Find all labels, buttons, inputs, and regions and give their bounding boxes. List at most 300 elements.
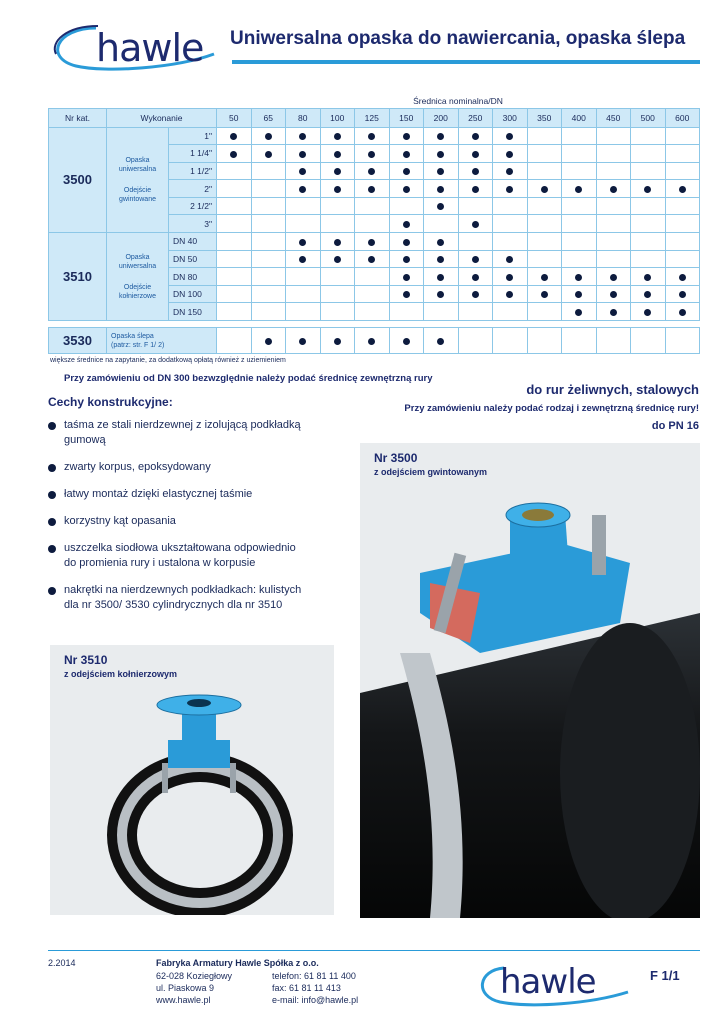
availability-cell (389, 328, 424, 354)
availability-cell (286, 162, 321, 180)
availability-cell (631, 145, 666, 163)
availability-cell (355, 162, 390, 180)
availability-cell (320, 145, 355, 163)
available-dot-icon (299, 133, 306, 140)
dn-column-header: 125 (355, 108, 390, 127)
availability-cell (493, 215, 528, 233)
outlet-size: 2" (169, 180, 217, 198)
availability-cell (631, 328, 666, 354)
availability-cell (217, 250, 252, 268)
availability-cell (320, 215, 355, 233)
available-dot-icon (368, 338, 375, 345)
availability-cell (217, 180, 252, 198)
outlet-size: DN 80 (169, 268, 217, 286)
footer-rule (48, 950, 700, 951)
availability-cell (458, 233, 493, 251)
outlet-size: DN 150 (169, 303, 217, 321)
availability-cell (355, 127, 390, 145)
available-dot-icon (610, 291, 617, 298)
available-dot-icon (575, 186, 582, 193)
available-dot-icon (541, 291, 548, 298)
dn-column-header: 500 (631, 108, 666, 127)
available-dot-icon (403, 338, 410, 345)
availability-cell (251, 197, 286, 215)
availability-cell (286, 268, 321, 286)
availability-cell (251, 328, 286, 354)
available-dot-icon (575, 274, 582, 281)
availability-cell (389, 180, 424, 198)
available-dot-icon (334, 239, 341, 246)
dn300-note: Przy zamówieniu od DN 300 bezwzględnie należy podać średnicę zewnętrzną rury (64, 373, 433, 384)
availability-cell (596, 285, 631, 303)
availability-cell (286, 127, 321, 145)
panel-subtitle: z odejściem gwintowanym (374, 467, 488, 477)
footer-date: 2.2014 (48, 958, 76, 968)
available-dot-icon (230, 151, 237, 158)
availability-cell (320, 250, 355, 268)
dn-column-header: 50 (217, 108, 252, 127)
footer-address (156, 970, 232, 1006)
availability-cell (286, 328, 321, 354)
variant-header: Wykonanie (107, 108, 217, 127)
available-dot-icon (472, 151, 479, 158)
product-panel-3500 (360, 443, 700, 918)
availability-cell (424, 233, 459, 251)
logo-text: hawle (500, 962, 596, 1002)
available-dot-icon (334, 256, 341, 263)
available-dot-icon (437, 151, 444, 158)
availability-cell (562, 197, 597, 215)
address-line: 62-028 Koziegłowy (156, 971, 233, 981)
available-dot-icon (403, 151, 410, 158)
availability-cell (355, 197, 390, 215)
availability-cell (320, 197, 355, 215)
feature-item: uszczelka siodłowa ukształtowana odpowiednio do promienia rury i ustalona w korpusie (48, 541, 308, 571)
variant-label: Opaska ślepa (111, 332, 154, 340)
availability-cell (665, 285, 700, 303)
availability-cell (665, 303, 700, 321)
availability-cell (320, 285, 355, 303)
availability-cell (596, 162, 631, 180)
availability-cell (493, 162, 528, 180)
available-dot-icon (437, 239, 444, 246)
available-dot-icon (644, 291, 651, 298)
available-dot-icon (644, 274, 651, 281)
availability-cell (355, 145, 390, 163)
available-dot-icon (368, 239, 375, 246)
website-link[interactable]: www.hawle.pl (156, 995, 211, 1005)
availability-cell (424, 145, 459, 163)
pressure-rating: do PN 16 (651, 420, 699, 432)
availability-cell (562, 145, 597, 163)
available-dot-icon (368, 133, 375, 140)
available-dot-icon (472, 274, 479, 281)
available-dot-icon (265, 151, 272, 158)
availability-cell (596, 328, 631, 354)
available-dot-icon (437, 274, 444, 281)
availability-cell (458, 303, 493, 321)
available-dot-icon (334, 133, 341, 140)
availability-cell (527, 328, 562, 354)
availability-cell (562, 285, 597, 303)
available-dot-icon (265, 133, 272, 140)
available-dot-icon (575, 291, 582, 298)
availability-cell (389, 233, 424, 251)
availability-cell (286, 215, 321, 233)
available-dot-icon (506, 168, 513, 175)
availability-cell (665, 250, 700, 268)
availability-cell (527, 127, 562, 145)
availability-cell (665, 328, 700, 354)
available-dot-icon (403, 168, 410, 175)
availability-cell (527, 215, 562, 233)
availability-cell (355, 233, 390, 251)
availability-cell (286, 233, 321, 251)
available-dot-icon (403, 186, 410, 193)
available-dot-icon (610, 274, 617, 281)
availability-cell (596, 215, 631, 233)
availability-cell (527, 285, 562, 303)
availability-cell (424, 250, 459, 268)
availability-cell (596, 180, 631, 198)
available-dot-icon (334, 186, 341, 193)
availability-cell (527, 303, 562, 321)
available-dot-icon (368, 186, 375, 193)
availability-cell (562, 162, 597, 180)
availability-cell (355, 250, 390, 268)
availability-cell (286, 180, 321, 198)
available-dot-icon (472, 133, 479, 140)
product-panel-3510 (50, 645, 334, 915)
available-dot-icon (437, 203, 444, 210)
available-dot-icon (472, 186, 479, 193)
availability-cell (596, 268, 631, 286)
availability-cell (527, 233, 562, 251)
available-dot-icon (299, 256, 306, 263)
availability-cell (665, 145, 700, 163)
availability-cell (389, 303, 424, 321)
variant-label: Odejście kołnierzowe (119, 283, 156, 300)
dn-column-header: 450 (596, 108, 631, 127)
spec-table (48, 94, 700, 321)
available-dot-icon (472, 168, 479, 175)
available-dot-icon (403, 239, 410, 246)
available-dot-icon (437, 291, 444, 298)
availability-cell (493, 285, 528, 303)
availability-cell (458, 145, 493, 163)
footer-contact (272, 970, 358, 1006)
availability-cell (458, 197, 493, 215)
availability-cell (320, 180, 355, 198)
available-dot-icon (610, 309, 617, 316)
availability-cell (424, 180, 459, 198)
variant-label: Opaska uniwersalna (118, 156, 157, 173)
availability-cell (631, 162, 666, 180)
availability-cell (493, 197, 528, 215)
availability-cell (251, 285, 286, 303)
availability-cell (251, 162, 286, 180)
outlet-size: 3" (169, 215, 217, 233)
availability-cell (493, 328, 528, 354)
availability-cell (217, 285, 252, 303)
availability-cell (458, 250, 493, 268)
catalog-number: 3510 (49, 233, 107, 321)
availability-cell (389, 145, 424, 163)
availability-cell (493, 180, 528, 198)
outlet-size: DN 50 (169, 250, 217, 268)
table-row (49, 233, 700, 251)
available-dot-icon (575, 309, 582, 316)
availability-cell (458, 180, 493, 198)
availability-cell (458, 268, 493, 286)
available-dot-icon (368, 168, 375, 175)
availability-cell (217, 197, 252, 215)
availability-cell (493, 250, 528, 268)
outlet-size: 2 1/2" (169, 197, 217, 215)
availability-cell (217, 127, 252, 145)
available-dot-icon (679, 186, 686, 193)
availability-cell (251, 303, 286, 321)
outlet-size: 1 1/4" (169, 145, 217, 163)
outlet-size: DN 40 (169, 233, 217, 251)
table-row (49, 328, 700, 354)
email-link[interactable]: e-mail: info@hawle.pl (272, 995, 359, 1005)
available-dot-icon (610, 186, 617, 193)
available-dot-icon (299, 151, 306, 158)
variant-cell (107, 127, 169, 233)
availability-cell (665, 233, 700, 251)
availability-cell (217, 162, 252, 180)
availability-cell (320, 127, 355, 145)
available-dot-icon (437, 133, 444, 140)
availability-cell (424, 303, 459, 321)
availability-cell (596, 145, 631, 163)
available-dot-icon (299, 338, 306, 345)
available-dot-icon (437, 186, 444, 193)
pipe-type-title: do rur żeliwnych, stalowych (526, 382, 699, 397)
feature-item: nakrętki na nierdzewnych podkładkach: kulistych dla nr 3500/ 3530 cylindrycznych dla nr 3510 (48, 583, 308, 613)
available-dot-icon (299, 239, 306, 246)
available-dot-icon (679, 274, 686, 281)
diameter-header: Średnica nominalna/DN (413, 95, 503, 106)
availability-cell (596, 303, 631, 321)
availability-cell (320, 303, 355, 321)
available-dot-icon (403, 221, 410, 228)
available-dot-icon (299, 186, 306, 193)
threaded-clamp-illustration (360, 443, 700, 918)
catalog-number: 3530 (49, 328, 107, 354)
panel-title: Nr 3500 (374, 451, 418, 465)
available-dot-icon (472, 221, 479, 228)
availability-cell (493, 145, 528, 163)
feature-item: zwarty korpus, epoksydowany (48, 460, 308, 475)
available-dot-icon (334, 338, 341, 345)
table-footnote: większe średnice na zapytanie, za dodatkową opłatą również z uziemieniem (50, 357, 286, 364)
available-dot-icon (679, 291, 686, 298)
variant-cell (107, 328, 217, 354)
available-dot-icon (506, 186, 513, 193)
dn-column-header: 250 (458, 108, 493, 127)
availability-cell (217, 268, 252, 286)
available-dot-icon (472, 291, 479, 298)
availability-cell (562, 268, 597, 286)
available-dot-icon (506, 274, 513, 281)
availability-cell (389, 162, 424, 180)
features-list (48, 418, 308, 613)
feature-item: łatwy montaż dzięki elastycznej taśmie (48, 487, 308, 502)
availability-cell (217, 328, 252, 354)
availability-cell (527, 162, 562, 180)
dn-column-header: 200 (424, 108, 459, 127)
availability-cell (286, 145, 321, 163)
availability-cell (286, 303, 321, 321)
available-dot-icon (403, 291, 410, 298)
availability-cell (424, 197, 459, 215)
availability-cell (527, 268, 562, 286)
available-dot-icon (403, 256, 410, 263)
feature-item: taśma ze stali nierdzewnej z izolującą podkładką gumową (48, 418, 308, 448)
reference-label: (patrz: str. F 1/ 2) (111, 341, 165, 349)
availability-cell (320, 328, 355, 354)
availability-cell (631, 250, 666, 268)
availability-cell (355, 303, 390, 321)
available-dot-icon (265, 338, 272, 345)
availability-cell (458, 328, 493, 354)
availability-cell (631, 303, 666, 321)
availability-cell (596, 250, 631, 268)
available-dot-icon (437, 256, 444, 263)
available-dot-icon (679, 309, 686, 316)
availability-cell (458, 215, 493, 233)
footer-company: Fabryka Armatury Hawle Spółka z o.o. (156, 958, 319, 968)
variant-label: Opaska uniwersalna (118, 253, 157, 270)
logo-text: hawle (96, 26, 204, 70)
availability-cell (527, 180, 562, 198)
availability-cell (665, 162, 700, 180)
availability-cell (562, 180, 597, 198)
dn-column-header: 300 (493, 108, 528, 127)
dn-column-header: 100 (320, 108, 355, 127)
phone-line: telefon: 61 81 11 400 (272, 971, 356, 981)
availability-cell (286, 197, 321, 215)
availability-cell (251, 215, 286, 233)
availability-cell (631, 233, 666, 251)
availability-cell (355, 268, 390, 286)
availability-cell (424, 268, 459, 286)
availability-cell (251, 268, 286, 286)
dn-column-header: 350 (527, 108, 562, 127)
availability-cell (217, 233, 252, 251)
available-dot-icon (541, 274, 548, 281)
availability-cell (286, 250, 321, 268)
availability-cell (493, 303, 528, 321)
availability-cell (251, 127, 286, 145)
outlet-size: DN 100 (169, 285, 217, 303)
availability-cell (320, 233, 355, 251)
availability-cell (631, 285, 666, 303)
available-dot-icon (299, 168, 306, 175)
available-dot-icon (437, 168, 444, 175)
availability-cell (389, 250, 424, 268)
availability-cell (389, 215, 424, 233)
variant-label: Odejście gwintowane (119, 186, 156, 203)
availability-cell (665, 215, 700, 233)
availability-cell (217, 215, 252, 233)
availability-cell (562, 303, 597, 321)
availability-cell (596, 197, 631, 215)
available-dot-icon (506, 133, 513, 140)
footer-hawle-logo (470, 960, 630, 1010)
available-dot-icon (506, 291, 513, 298)
available-dot-icon (368, 151, 375, 158)
availability-cell (527, 145, 562, 163)
address-line: ul. Piaskowa 9 (156, 983, 215, 993)
availability-cell (458, 285, 493, 303)
available-dot-icon (334, 151, 341, 158)
availability-cell (424, 285, 459, 303)
availability-cell (355, 215, 390, 233)
pipe-order-note: Przy zamówieniu należy podać rodzaj i zewnętrzną średnicę rury! (404, 403, 699, 414)
available-dot-icon (472, 256, 479, 263)
availability-cell (424, 328, 459, 354)
availability-cell (389, 127, 424, 145)
catalog-number: 3500 (49, 127, 107, 233)
availability-cell (424, 215, 459, 233)
availability-cell (493, 233, 528, 251)
available-dot-icon (403, 133, 410, 140)
page-title: Uniwersalna opaska do nawiercania, opaska ślepa (230, 28, 686, 49)
feature-item: korzystny kąt opasania (48, 514, 308, 529)
availability-cell (562, 250, 597, 268)
availability-cell (389, 268, 424, 286)
dn-column-header: 600 (665, 108, 700, 127)
availability-cell (596, 233, 631, 251)
availability-cell (527, 250, 562, 268)
availability-cell (424, 127, 459, 145)
outlet-size: 1 1/2" (169, 162, 217, 180)
availability-cell (527, 197, 562, 215)
available-dot-icon (368, 256, 375, 263)
flange-clamp-illustration (50, 645, 334, 915)
availability-cell (355, 285, 390, 303)
title-rule (232, 60, 700, 64)
available-dot-icon (230, 133, 237, 140)
available-dot-icon (541, 186, 548, 193)
availability-cell (424, 162, 459, 180)
availability-cell (665, 268, 700, 286)
availability-cell (631, 268, 666, 286)
availability-cell (217, 145, 252, 163)
available-dot-icon (506, 151, 513, 158)
availability-cell (665, 197, 700, 215)
panel-subtitle: z odejściem kołnierzowym (64, 669, 178, 679)
outlet-size: 1" (169, 127, 217, 145)
availability-cell (562, 215, 597, 233)
features-title: Cechy konstrukcyjne: (48, 395, 173, 409)
availability-cell (631, 127, 666, 145)
variant-cell (107, 233, 169, 321)
dn-column-header: 150 (389, 108, 424, 127)
availability-cell (665, 127, 700, 145)
availability-cell (217, 303, 252, 321)
dn-column-header: 65 (251, 108, 286, 127)
availability-cell (458, 162, 493, 180)
catalog-number-header: Nr kat. (49, 108, 107, 127)
availability-cell (562, 328, 597, 354)
available-dot-icon (334, 168, 341, 175)
availability-cell (286, 285, 321, 303)
available-dot-icon (644, 186, 651, 193)
